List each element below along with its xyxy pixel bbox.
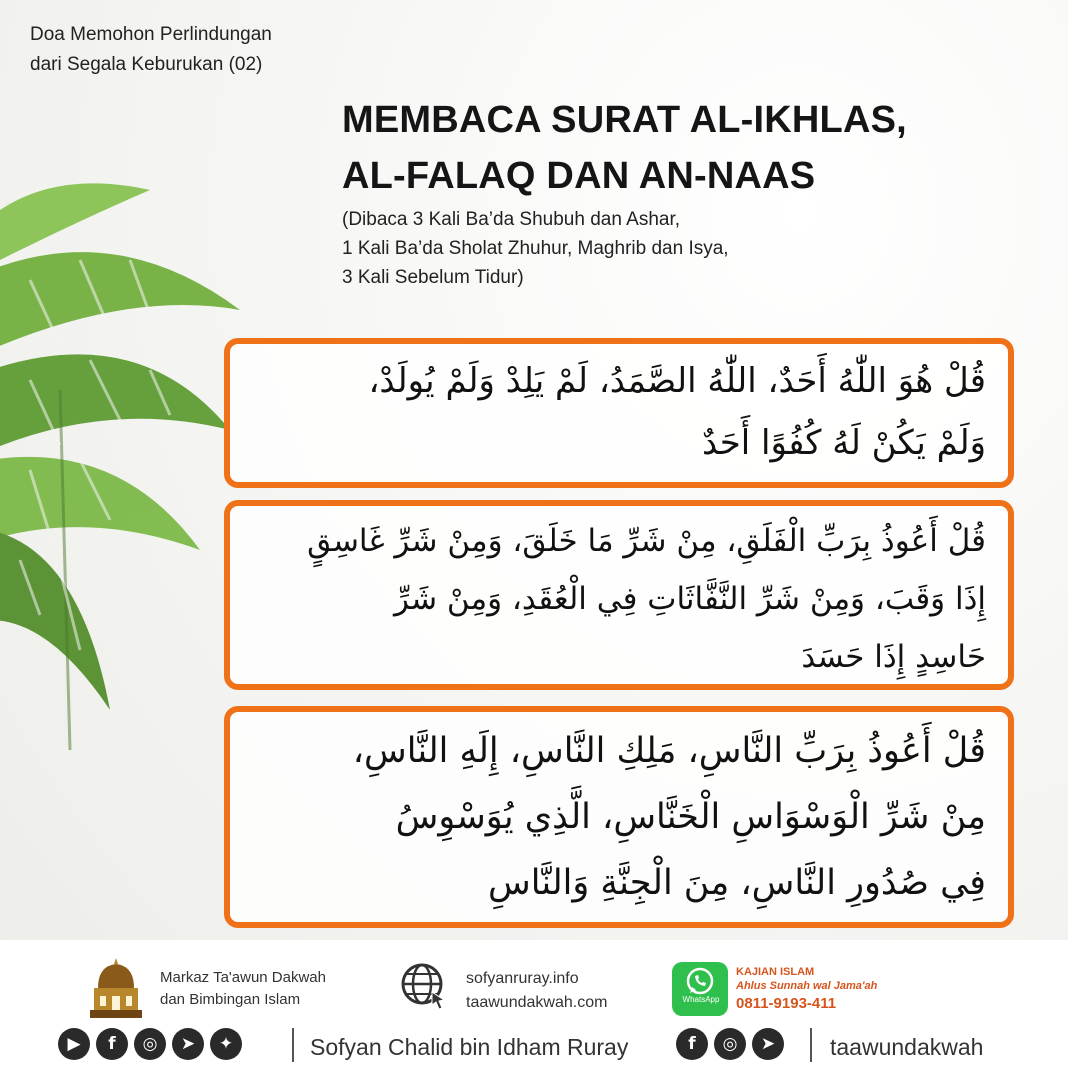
- divider: [292, 1028, 294, 1062]
- caption-line-2: dari Segala Keburukan (02): [30, 54, 263, 75]
- kajian-subtitle: Ahlus Sunnah wal Jama'ah: [736, 980, 878, 992]
- arabic-line: وَلَمْ يَكُنْ لَهُ كُفُوًا أَحَدٌ: [701, 423, 986, 463]
- social-handle: taawundakwah: [830, 1034, 984, 1060]
- facebook-icon[interactable]: f: [676, 1028, 708, 1060]
- website-links: [466, 967, 607, 1015]
- surah-falaq-box: [224, 500, 1014, 690]
- title-line-1: MEMBACA SURAT AL-IKHLAS,: [342, 99, 907, 141]
- kajian-title: KAJIAN ISLAM: [736, 966, 815, 978]
- facebook-icon[interactable]: f: [96, 1028, 128, 1060]
- whatsapp-label: WhatsApp: [682, 995, 720, 1004]
- organization-name: [160, 967, 326, 1011]
- footer: [0, 940, 1068, 1068]
- note-line-3: 3 Kali Sebelum Tidur): [342, 267, 524, 288]
- twitter-icon[interactable]: ✦: [210, 1028, 242, 1060]
- website-link[interactable]: taawundakwah.com: [466, 994, 608, 1011]
- org-line-2: dan Bimbingan Islam: [160, 991, 301, 1008]
- kajian-contact: [736, 966, 877, 1015]
- telegram-icon[interactable]: ➤: [172, 1028, 204, 1060]
- caption-line-1: Doa Memohon Perlindungan: [30, 24, 272, 45]
- arabic-line: قُلْ هُوَ اللّٰهُ أَحَدٌ، اللّٰهُ الصَّمَدُ، لَمْ يَلِدْ وَلَمْ يُولَدْ،: [368, 361, 986, 401]
- whatsapp-icon[interactable]: [672, 962, 728, 1016]
- series-caption: [30, 20, 272, 80]
- arabic-line: حَاسِدٍ إِذَا حَسَدَ: [801, 639, 986, 675]
- org-line-1: Markaz Ta'awun Dakwah: [160, 969, 326, 986]
- note-line-2: 1 Kali Ba’da Sholat Zhuhur, Maghrib dan Isya,: [342, 238, 729, 259]
- arabic-line: إِذَا وَقَبَ، وَمِنْ شَرِّ النَّفَّاثَاتِ فِي الْعُقَدِ، وَمِنْ شَرِّ: [393, 581, 986, 617]
- arabic-line: قُلْ أَعُوذُ بِرَبِّ الْفَلَقِ، مِنْ شَرِّ مَا خَلَقَ، وَمِنْ شَرِّ غَاسِقٍ: [307, 523, 986, 559]
- divider: [810, 1028, 812, 1062]
- whatsapp-phone[interactable]: 0811-9193-411: [736, 995, 837, 1012]
- arabic-line: فِي صُدُورِ النَّاسِ، مِنَ الْجِنَّةِ وَالنَّاسِ: [488, 863, 986, 903]
- website-link[interactable]: sofyanruray.info: [466, 970, 579, 987]
- social-icons-left: [58, 1028, 242, 1060]
- palm-leaf-decoration: [0, 150, 260, 770]
- author-name: Sofyan Chalid bin Idham Ruray: [310, 1034, 629, 1060]
- surah-naas-box: [224, 706, 1014, 928]
- arabic-line: مِنْ شَرِّ الْوَسْوَاسِ الْخَنَّاسِ، الَّذِي يُوَسْوِسُ: [395, 797, 986, 837]
- title-line-2: AL-FALAQ DAN AN-NAAS: [342, 155, 816, 197]
- instagram-icon[interactable]: ◎: [134, 1028, 166, 1060]
- instagram-icon[interactable]: ◎: [714, 1028, 746, 1060]
- globe-cursor-icon: [398, 960, 450, 1012]
- surah-ikhlas-box: [224, 338, 1014, 488]
- telegram-icon[interactable]: ➤: [752, 1028, 784, 1060]
- social-icons-right: [676, 1028, 784, 1060]
- youtube-icon[interactable]: ▶: [58, 1028, 90, 1060]
- page-title: [342, 92, 907, 204]
- mosque-logo-icon: [88, 954, 144, 1022]
- reading-instructions: [342, 205, 729, 292]
- note-line-1: (Dibaca 3 Kali Ba’da Shubuh dan Ashar,: [342, 209, 681, 230]
- arabic-line: قُلْ أَعُوذُ بِرَبِّ النَّاسِ، مَلِكِ النَّاسِ، إِلَهِ النَّاسِ،: [352, 731, 986, 771]
